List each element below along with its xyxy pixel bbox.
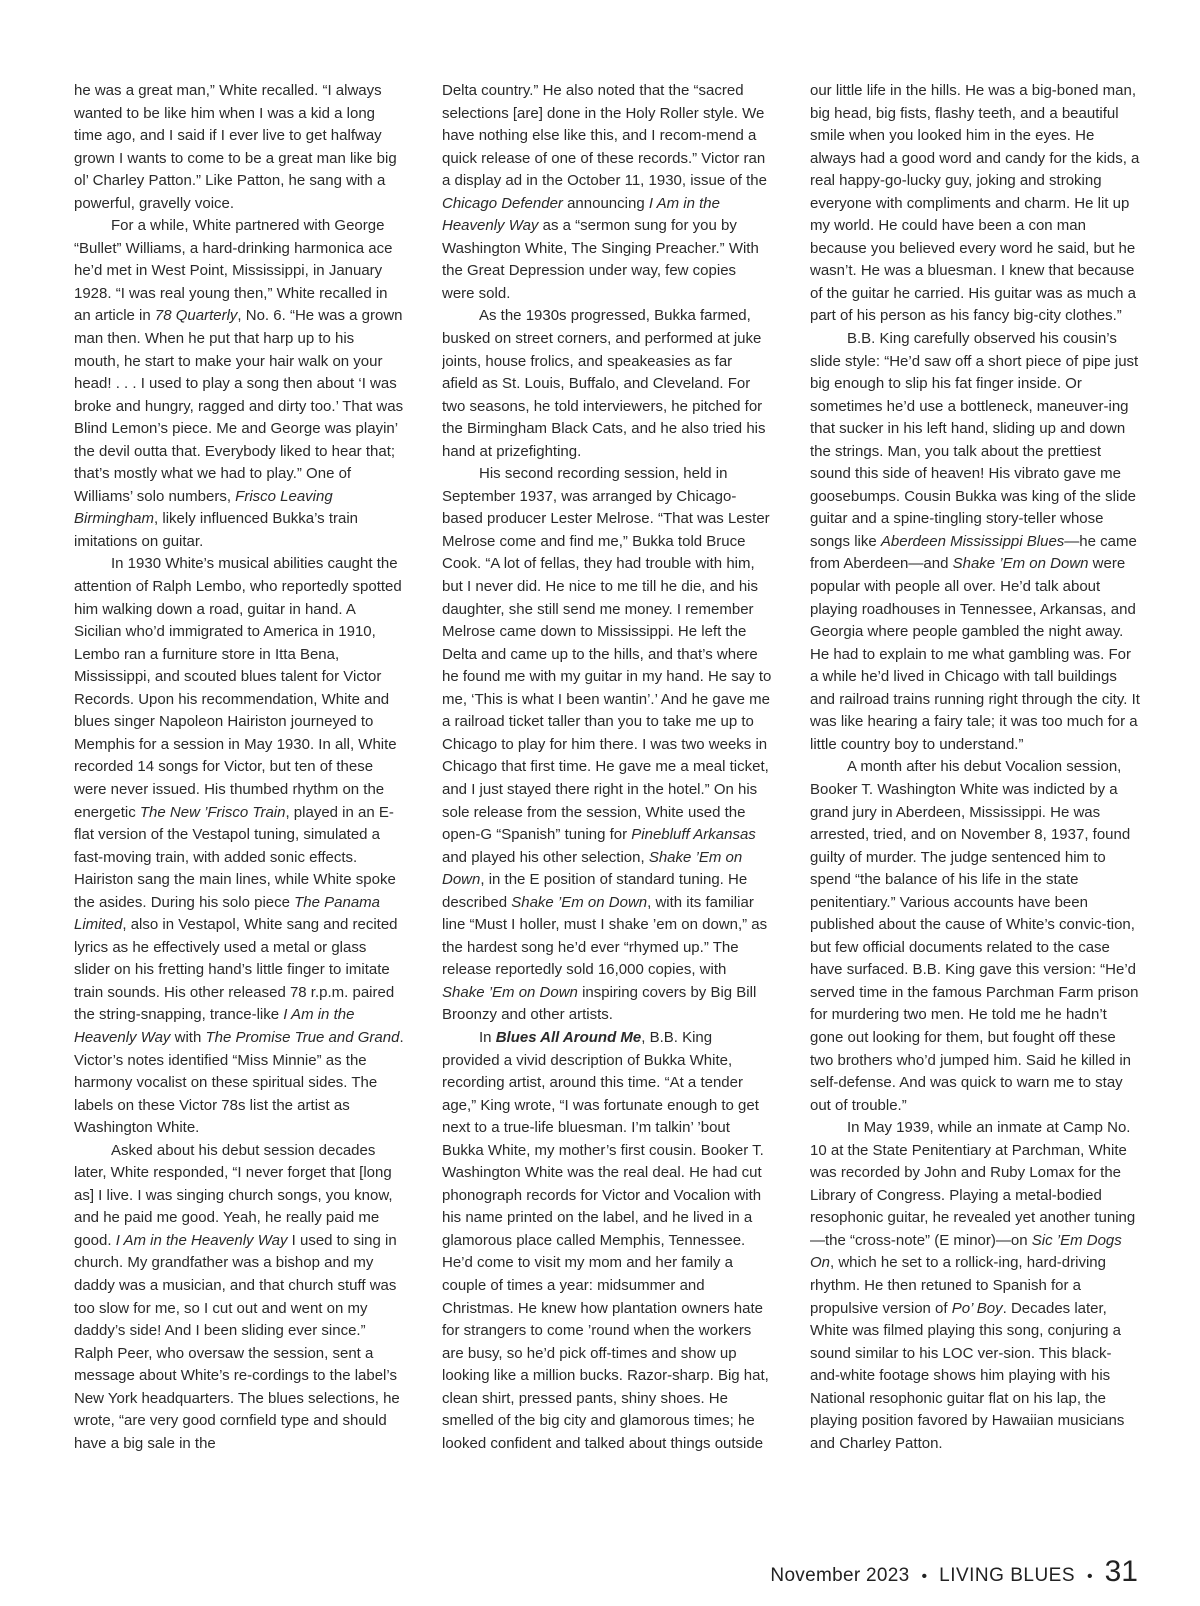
issue-date: November 2023 [770,1565,910,1586]
italic-title: Aberdeen Mississippi Blues [880,532,1065,550]
italic-title: Shake ’Em on Down [952,555,1089,573]
text-run: , which he set to a rollick-ing, hard-driving rhythm. He then retuned to Spanish for a propulsive version of [810,1254,1106,1317]
paragraph [74,215,404,553]
text-run: I used to sing in church. My grandfather was a bishop and my daddy was a musician, and that church stuff was too slow for me, so I cut out and went on my daddy’s side! And I been sliding ever since.” Ralph Peer, who oversaw the session, sent a message about White’s re-cordings to the label’s New York headquarters. The blues selections, he wrote, “are very good cornfield type and should have a big sale in the [74,1231,400,1452]
paragraph [810,1117,1140,1455]
magazine-name: LIVING BLUES [939,1565,1076,1586]
text-run: For a while, White partnered with George “Bullet” Williams, a hard-drinking harmonica ace he’d met in West Point, Mississippi, in January 1928. “I was real young then,” White recalled in an article in [74,217,393,325]
text-column-2 [442,80,772,1520]
text-run: . Decades later, White was filmed playing this song, conjuring a sound similar to his LOC ver-sion. This black-and-white footage shows him playing with his National resophonic guitar flat on his lap, the playing position favored by Hawaiian musicians and Charley Patton. [810,1299,1125,1452]
text-run: and played his other selection, [442,848,649,866]
italic-title: The Promise True and Grand [205,1028,400,1046]
italic-title: Frisco Leaving Birmingham [74,487,333,528]
paragraph [442,1027,772,1455]
text-run: In May 1939, while an inmate at Camp No. 10 at the State Penitentiary at Parchman, White was recorded by John and Ruby Lomax for the Library of Congress. Playing a metal-bodied resophonic guitar, he revealed yet another tuning—the “cross-note” (E minor)—on [810,1119,1136,1249]
italic-title: Chicago Defender [442,194,563,212]
paragraph [810,80,1140,328]
article-body [74,80,1140,1520]
italic-title: I Am in the Heavenly Way [115,1231,288,1249]
paragraph [74,1140,404,1456]
paragraph [442,80,772,305]
italic-title: The Panama Limited [74,893,381,934]
page-number: 31 [1104,1555,1138,1588]
italic-title: The New ’Frisco Train [139,803,286,821]
text-run: were popular with people all over. He’d talk about playing roadhouses in Tennessee, Arkansas, and Georgia where people gambled the night away. He had to explain to me what gambling was. For a while he’d lived in Chicago with tall buildings and railroad trains running right through the city. It was like hearing a fairy tale; it was too much for a little country boy to understand.” [810,555,1140,753]
page-footer [770,1555,1138,1595]
text-run: Asked about his debut session decades later, White responded, “I never forget that [long as] I live. I was singing church songs, you know, and he paid me good. Yeah, he really paid me good. [74,1141,393,1249]
italic-title: Po’ Boy [951,1299,1003,1317]
text-run: , with its familiar line “Must I holler, must I shake ’em on down,” as the hardest song he’d ever “rhymed up.” The release reportedly sold 16,000 copies, with [442,893,768,979]
italic-title: I Am in the Heavenly Way [74,1006,355,1046]
text-run: His second recording session, held in September 1937, was arranged by Chicago-based producer Lester Melrose. “That was Lester Melrose come and find me,” Bukka told Bruce Cook. “A lot of fellas, they had trouble with him, but I never did. He nice to me till he die, and his daughter, she still send me money. I remember Melrose came down to Mississippi. He left the Delta and came up to the hills, and that’s where he found me with my guitar in my hand. He say to me, ‘This is what I been wantin’.’ And he gave me a railroad ticket taller than you to take me up to Chicago to play for him there. I was two weeks in Chicago that first time. He gave me a meal ticket, and I just stayed there right in the hotel.” On his sole release from the session, White used the open-G “Spanish” tuning for [442,465,772,844]
italic-title: Shake ’Em on Down [511,893,648,911]
text-run: , B.B. King provided a vivid description of Bukka White, recording artist, around this time. “At a tender age,” King wrote, “I was fortunate enough to get next to a true-life bluesman. I’m talkin’ ’bout Bukka White, my mother’s first cousin. Booker T. Washington White was the real deal. He had cut phonograph records for Victor and Vocalion with his name printed on the label, and he lived in a glamorous place called Memphis, Tennessee. He’d come to visit my mom and her family a couple of times a year: midsummer and Christmas. He knew how plantation owners hate for strangers to come ’round when the workers are busy, so he’d pick off-times and show up looking like a million bucks. Razor-sharp. Big hat, clean shirt, pressed pants, shiny shoes. He smelled of the big city and glamorous times; he looked confident and talked about things outside [442,1028,769,1452]
paragraph [442,463,772,1027]
text-run: Delta country.” He also noted that the “sacred selections [are] done in the Holy Roller style. We have nothing else like this, and I recom-mend a quick release of one of these records.” Victor ran a display ad in the October 11, 1930, issue of the [442,82,767,190]
text-run: , likely influenced Bukka’s train imitations on guitar. [74,510,359,550]
text-run: In [479,1028,496,1046]
text-run: our little life in the hills. He was a big-boned man, big head, big fists, flashy teeth, and a beautiful smile when you looked him in the eyes. He always had a good word and candy for the kids, a real happy-go-lucky guy, joking and stroking everyone with compliments and charm. He lit up my world. He could have been a con man because you believed every word he said, but he wasn’t. He was a bluesman. I knew that because of the guitar he carried. His guitar was as much a part of his person as his fancy big-city clothes.” [810,82,1140,325]
text-run: as a “sermon sung for you by Washington White, The Singing Preacher.” With the Great Depression under way, few copies were sold. [442,217,759,302]
text-run: A month after his debut Vocalion session, Booker T. Washington White was indicted by a grand jury in Aberdeen, Mississippi. He was arrested, tried, and on November 8, 1937, found guilty of murder. The judge sentenced him to spend “the balance of his life in the state penitentiary.” Various accounts have been published about the cause of White’s convic-tion, but few official documents related to the case have surfaced. B.B. King gave this version: “He’d served time in the famous Parchman Farm prison for murdering two men. He told me he hadn’t gone out looking for them, but fought off these two brothers who’d jumped him. Said he killed in self-defense. And was quick to warn me to stay out of trouble.” [810,758,1139,1114]
text-run: , also in Vestapol, White sang and recited lyrics as he effectively used a metal or glass slider on his fretting hand’s little finger to imitate train sounds. His other released 78 r.p.m. paired the string-snapping, trance-like [74,916,398,1024]
footer-separator: • [1087,1568,1093,1585]
text-run: In 1930 White’s musical abilities caught the attention of Ralph Lembo, who reportedly spotted him walking down a road, guitar in hand. A Sicilian who’d immigrated to America in 1910, Lembo ran a furniture store in Itta Bena, Mississippi, and scouted blues talent for Victor Records. Upon his recommendation, White and blues singer Napoleon Hairiston journeyed to Memphis for a session in May 1930. In all, White recorded 14 songs for Victor, but ten of these were never issued. His thumbed rhythm on the energetic [74,555,402,821]
text-run: , No. 6. “He was a grown man then. When he put that harp up to his mouth, he start to make your hair walk on your head! . . . I used to play a song then about ‘I was broke and hungry, ragged and dirty too.’ That was Blind Lemon’s piece. Me and George was playin’ the devil outta that. Everybody liked to hear that; that’s mostly what we had to play.” One of Williams’ solo numbers, [74,307,404,505]
paragraph [810,328,1140,756]
text-column-1 [74,80,404,1520]
italic-title: Pinebluff Arkansas [631,826,756,844]
paragraph [74,80,404,215]
text-run: As the 1930s progressed, Bukka farmed, busked on street corners, and performed at juke joints, house frolics, and speakeasies as far afield as St. Louis, Buffalo, and Cleveland. For two seasons, he told interviewers, he pitched for the Birmingham Black Cats, and he also tried his hand at prizefighting. [442,307,766,460]
italic-title: 78 Quarterly [154,307,238,325]
italic-title: Shake ’Em on Down [442,848,743,889]
text-run: B.B. King carefully observed his cousin’s slide style: “He’d saw off a short piece of pipe just big enough to slip his fat finger inside. Or sometimes he’d use a bottleneck, maneuver-ing that sucker in his left hand, sliding up and down the strings. Man, you talk about the prettiest sound this side of heaven! His vibrato gave me goosebumps. Cousin Bukka was king of the slide guitar and a spine-tingling story-teller whose songs like [810,330,1139,550]
text-run: —he came from Aberdeen—and [810,532,1137,573]
text-run: with [170,1028,206,1046]
text-run: . Victor’s notes identified “Miss Minnie” as the harmony vocalist on these spiritual sides. The labels on these Victor 78s list the artist as Washington White. [74,1028,404,1137]
paragraph [74,553,404,1139]
paragraph [442,305,772,463]
italic-title: Sic ’Em Dogs On [810,1231,1122,1272]
text-run: , in the E position of standard tuning. He described [442,871,748,911]
footer-separator: • [921,1568,928,1585]
text-run: announcing [562,194,649,212]
paragraph [810,756,1140,1117]
text-column-3 [810,80,1140,1520]
italic-title: I Am in the Heavenly Way [442,194,720,235]
text-run: , played in an E-flat version of the Vestapol tuning, simulated a fast-moving train, with added sonic effects. Hairiston sang the main lines, while White spoke the asides. During his solo piece [74,803,396,911]
text-run: he was a great man,” White recalled. “I always wanted to be like him when I was a kid a long time ago, and I said if I ever live to get halfway grown I wants to come to be a great man like big ol’ Charley Patton.” Like Patton, he sang with a powerful, gravelly voice. [74,82,397,212]
text-run: inspiring covers by Big Bill Broonzy and other artists. [442,983,757,1024]
book-title: Blues All Around Me [495,1028,642,1046]
italic-title: Shake ’Em on Down [442,983,578,1001]
